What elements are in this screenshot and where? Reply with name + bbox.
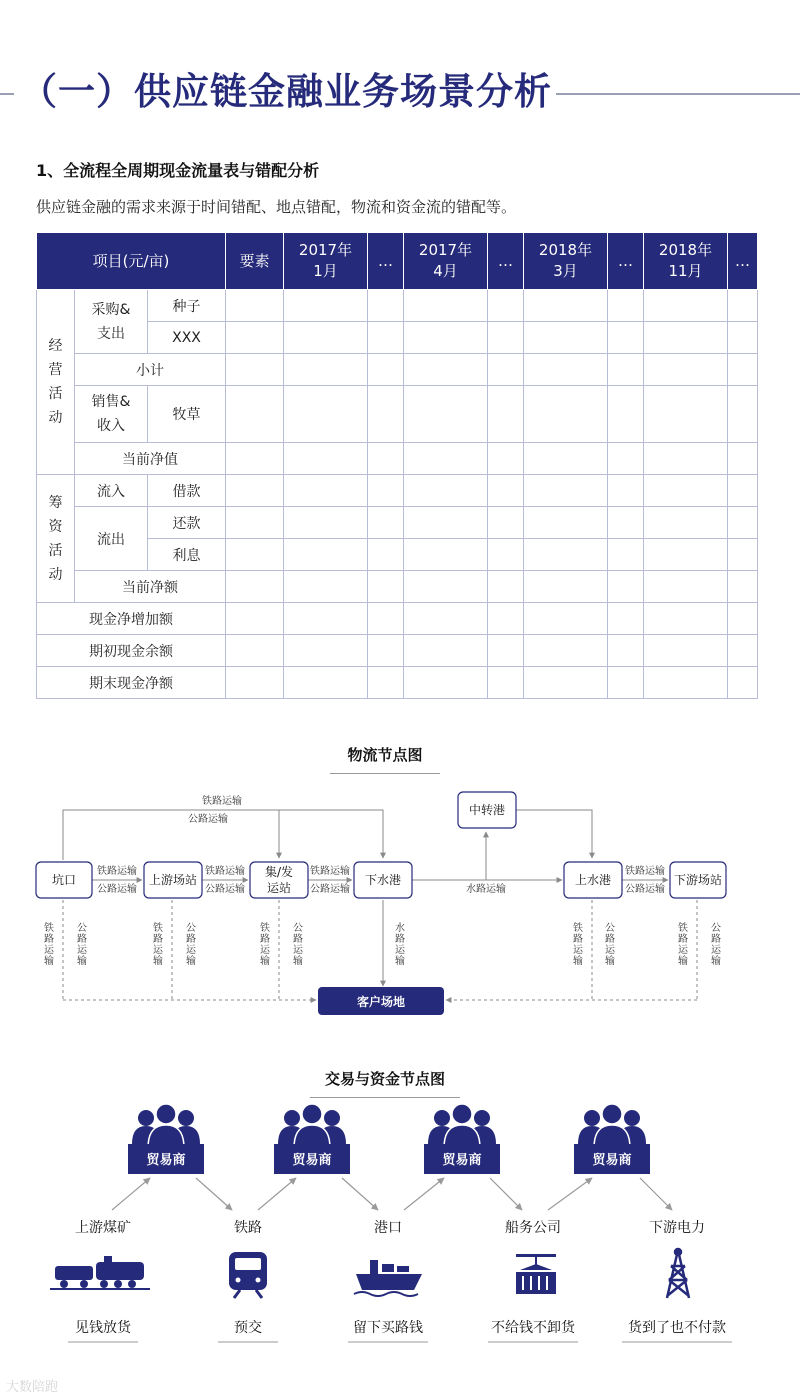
stage-label: 铁路 [234, 1220, 262, 1236]
edge-label: 水路运输 [466, 884, 506, 895]
logistics-diagram [0, 780, 800, 1030]
trader-3 [424, 1104, 500, 1174]
forage-label: 牧草 [148, 386, 226, 443]
svg-text:运站: 运站 [266, 881, 292, 895]
table-row [37, 290, 758, 322]
edge-label: 铁路运输 [97, 866, 137, 877]
sales-label: 销售&收入 [75, 386, 148, 443]
stage-label: 下游电力 [649, 1220, 705, 1236]
net-value-label: 当前净值 [75, 443, 226, 475]
net-increase-label: 现金净增加额 [37, 603, 226, 635]
note-label: 留下买路钱 [353, 1320, 423, 1336]
svg-text:中转港: 中转港 [468, 803, 506, 817]
stage-label: 船务公司 [505, 1220, 561, 1236]
edge-label: 铁路运输 [202, 796, 242, 807]
vertical-label: 公路运输 [602, 922, 614, 966]
section-intro: 供应链金融的需求来源于时间错配、地点错配，物流和资金流的错配等。 [36, 198, 517, 216]
stage-label: 港口 [374, 1220, 402, 1236]
svg-text:集/发: 集/发 [264, 865, 294, 879]
svg-text:上游场站: 上游场站 [148, 873, 198, 887]
edge-label: 公路运输 [625, 884, 665, 895]
svg-text:上水港: 上水港 [574, 873, 612, 887]
trader-4 [574, 1104, 650, 1174]
note-label: 不给钱不卸货 [491, 1320, 575, 1336]
section-heading: 1、全流程全周期现金流量表与错配分析 [36, 161, 320, 180]
stage-label: 上游煤矿 [75, 1220, 131, 1236]
table-row [37, 603, 758, 635]
svg-text:下游场站: 下游场站 [673, 873, 723, 887]
ship-icon [354, 1260, 422, 1296]
page-title: （一）供应链金融业务场景分析 [20, 70, 552, 113]
header-period-3: 2018年 3月 [524, 233, 608, 290]
edge-label: 公路运输 [205, 884, 245, 895]
repay-label: 还款 [148, 507, 226, 539]
table-row [37, 354, 758, 386]
net-amount-label: 当前净额 [75, 571, 226, 603]
svg-text:贸易商: 贸易商 [442, 1153, 482, 1168]
watermark: 大数陪跑 [6, 1380, 59, 1395]
svg-text:客户场地: 客户场地 [356, 995, 406, 1009]
page-header [0, 58, 800, 128]
edge-label: 公路运输 [97, 884, 137, 895]
subtotal-label: 小计 [75, 354, 226, 386]
header-item: 项目(元/亩) [37, 233, 226, 290]
vertical-label: 铁路运输 [257, 922, 269, 966]
trade-title: 交易与资金节点图 [300, 1068, 470, 1098]
node-pit [36, 862, 92, 898]
svg-text:下水港: 下水港 [364, 873, 402, 887]
svg-text:贸易商: 贸易商 [592, 1153, 632, 1168]
edge-label: 公路运输 [310, 884, 350, 895]
vertical-label: 铁路运输 [41, 922, 53, 966]
table-row [37, 571, 758, 603]
header-period-1: 2017年 1月 [284, 233, 368, 290]
interest-label: 利息 [148, 539, 226, 571]
metro-icon [229, 1252, 267, 1298]
header-ellipsis: … [368, 233, 404, 290]
opening-label: 期初现金余额 [37, 635, 226, 667]
header-ellipsis: … [488, 233, 524, 290]
note-label: 预交 [234, 1320, 262, 1336]
inflow-label: 流入 [75, 475, 148, 507]
edge-label: 铁路运输 [205, 866, 245, 877]
node-down-yard [670, 862, 726, 898]
node-transfer [458, 792, 516, 828]
header-period-2: 2017年 4月 [404, 233, 488, 290]
trader-1 [128, 1104, 204, 1174]
vertical-label: 铁路运输 [675, 922, 687, 966]
note-label: 货到了也不付款 [628, 1320, 726, 1336]
table-row [37, 507, 758, 539]
table-row [37, 475, 758, 507]
closing-label: 期末现金净额 [37, 667, 226, 699]
svg-text:贸易商: 贸易商 [146, 1153, 186, 1168]
table-row [37, 635, 758, 667]
node-up-port [564, 862, 622, 898]
node-down-port [354, 862, 412, 898]
outflow-label: 流出 [75, 507, 148, 571]
xxx-label: XXX [148, 322, 226, 354]
header-divider-left [0, 93, 14, 95]
vertical-label: 水路运输 [392, 922, 404, 966]
svg-text:贸易商: 贸易商 [292, 1153, 332, 1168]
edge-label: 铁路运输 [625, 866, 665, 877]
node-up-yard [144, 862, 202, 898]
vertical-label: 公路运输 [74, 922, 86, 966]
note-label: 见钱放货 [75, 1320, 131, 1336]
crane-container-icon [516, 1254, 556, 1294]
operating-group-label: 经营活动 [37, 290, 75, 475]
trader-2 [274, 1104, 350, 1174]
vertical-label: 公路运输 [183, 922, 195, 966]
header-ellipsis: … [608, 233, 644, 290]
train-icon [50, 1256, 150, 1290]
table-row [37, 667, 758, 699]
node-customer [318, 987, 444, 1015]
table-header-row [37, 233, 758, 290]
financing-group-label: 筹资活动 [37, 475, 75, 603]
vertical-label: 公路运输 [290, 922, 302, 966]
purchase-label: 采购&支出 [75, 290, 148, 354]
edge-label: 铁路运输 [310, 866, 350, 877]
vertical-label: 公路运输 [708, 922, 720, 966]
edge-label: 公路运输 [188, 814, 228, 825]
power-tower-icon [667, 1249, 689, 1298]
node-collect [250, 862, 308, 898]
header-period-4: 2018年 11月 [644, 233, 728, 290]
header-ellipsis: … [728, 233, 758, 290]
cash-flow-table [36, 232, 758, 699]
trade-diagram [0, 1100, 800, 1360]
table-row [37, 443, 758, 475]
vertical-label: 铁路运输 [570, 922, 582, 966]
logistics-title: 物流节点图 [310, 744, 460, 774]
svg-text:坑口: 坑口 [51, 873, 77, 887]
seed-label: 种子 [148, 290, 226, 322]
vertical-label: 铁路运输 [150, 922, 162, 966]
header-divider-right [556, 93, 800, 95]
header-factor: 要素 [226, 233, 284, 290]
loan-label: 借款 [148, 475, 226, 507]
